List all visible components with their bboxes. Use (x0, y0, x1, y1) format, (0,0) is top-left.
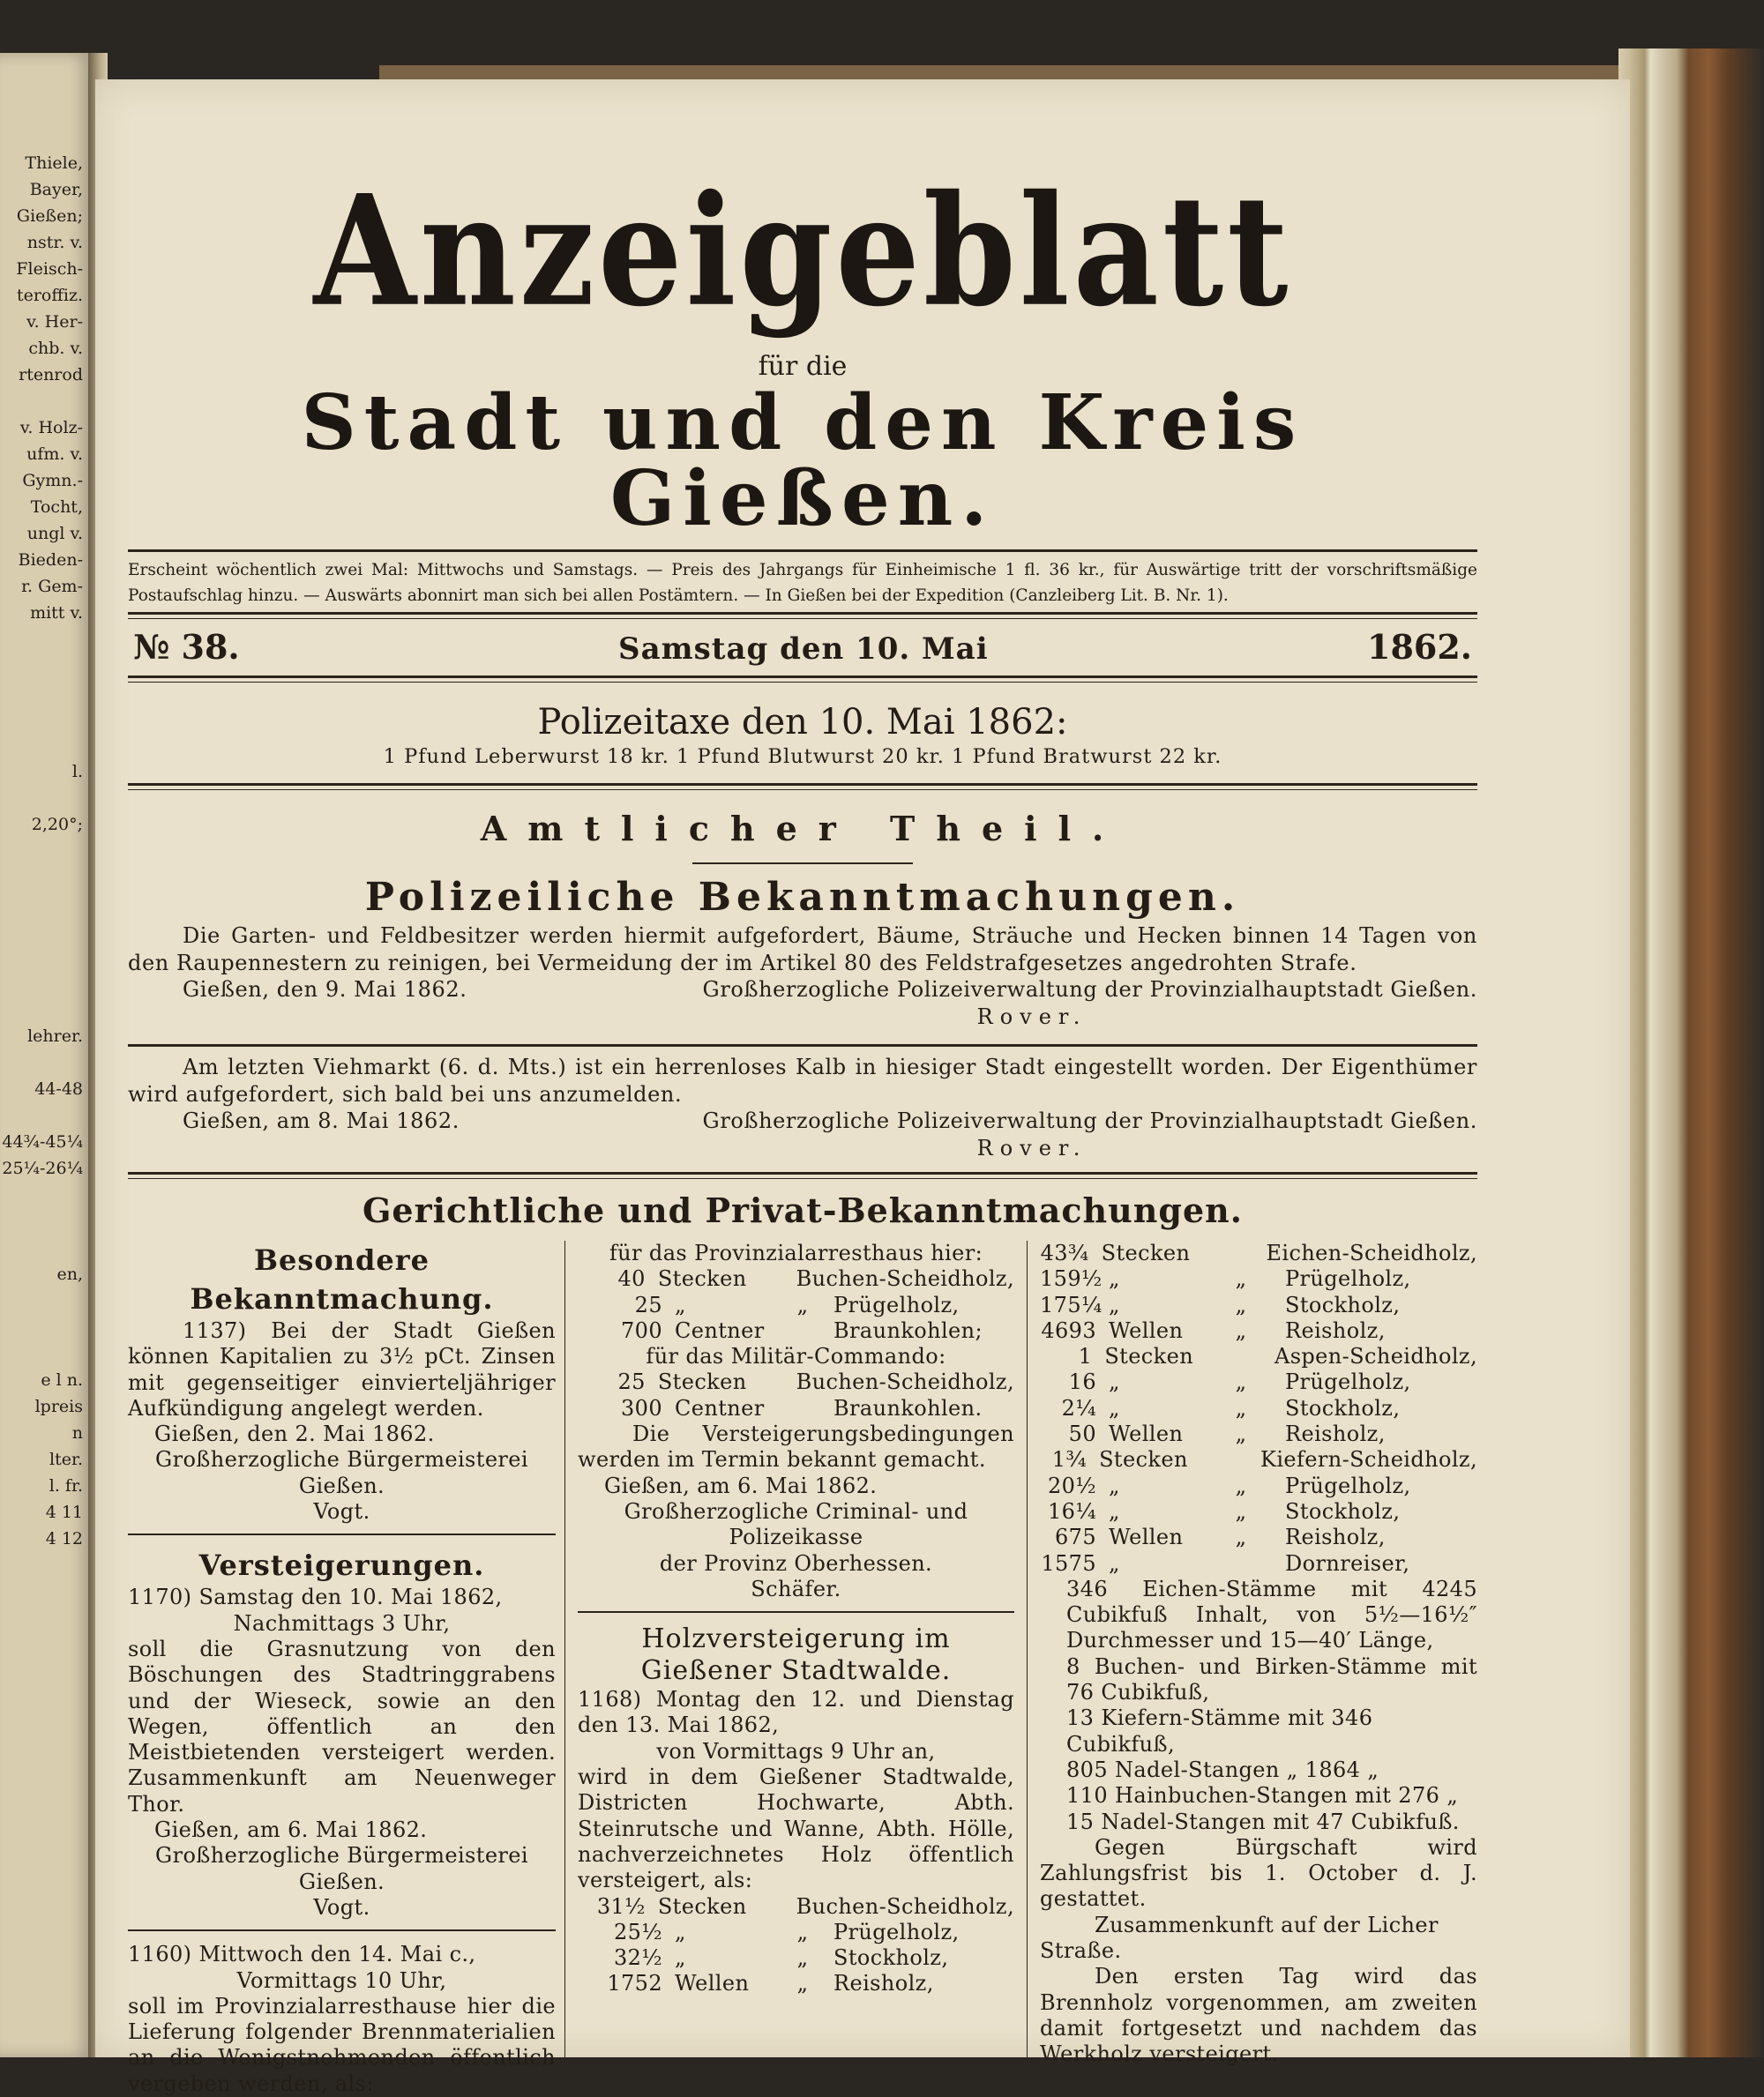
left-page-fragment: v. Holz- (19, 418, 83, 437)
recipient-line: für das Militär-Commando: (646, 1344, 946, 1369)
wood-lot-wood-type: Reisholz, (833, 1971, 934, 1996)
wood-lot-row (1040, 1344, 1477, 1369)
holz-list-continued (1040, 1241, 1477, 1577)
wood-lot-wood-type: Reisholz, (1285, 1317, 1386, 1343)
wood-lot-quantity: 2¼ (1061, 1395, 1096, 1421)
wood-lot-row (578, 1396, 1014, 1422)
eichen-staemme: 346 Eichen-Stämme mit 4245 Cubikfuß Inhalt, von 5½—16½″ Durchmesser und 15—40′ Länge, (1066, 1576, 1477, 1653)
wood-lot-ditto: „ (1235, 1498, 1247, 1524)
wood-lot-wood-type: Eichen-Scheidholz, (1266, 1241, 1477, 1265)
wood-lot-row (1040, 1293, 1477, 1318)
wood-lot-unit: Stecken (1099, 1447, 1188, 1473)
erster-tag-text: Den ersten Tag wird das Brennholz vorgenommen, am zweiten damit fortgesetzt und nachdem das Werkholz versteigert. (1040, 1964, 1477, 2067)
wood-lot-wood-type: Prügelholz, (1285, 1473, 1411, 1498)
wood-lot-quantity: 700 (620, 1317, 662, 1343)
wood-lot-row (1040, 1422, 1477, 1447)
wood-lot-quantity: 300 (620, 1395, 662, 1421)
holz-list (578, 1894, 1014, 1997)
left-page-fragment: e l n. (41, 1370, 83, 1390)
left-page-fragment: lter. (49, 1450, 83, 1469)
wood-lot-wood-type: Stockholz, (1285, 1292, 1401, 1317)
left-page-fragment (0, 1235, 83, 1261)
left-page-fragment: n (71, 1423, 83, 1443)
wood-lot-quantity: 159½ (1040, 1266, 1102, 1292)
wood-lot-unit: „ (1109, 1266, 1120, 1292)
wood-lot-ditto: „ (1235, 1395, 1247, 1421)
wood-lot-quantity: 20½ (1047, 1473, 1096, 1498)
wood-lot-ditto (772, 1396, 833, 1422)
conditions-text: Die Versteigerungsbedingungen werden im Termin bekannt gemacht. (578, 1422, 1014, 1473)
wood-lot-quantity: 1575 (1041, 1550, 1096, 1576)
wood-lot-unit: „ (1109, 1550, 1120, 1576)
buchen-staemme: 8 Buchen- und Birken-Stämme mit 76 Cubikfuß, (1066, 1653, 1477, 1705)
wood-lot-unit: Wellen (1109, 1317, 1184, 1343)
wood-lot-unit: „ (675, 1919, 686, 1944)
wood-lot-row (1040, 1266, 1477, 1292)
three-columns (128, 1241, 1477, 2097)
col1-separator-1 (128, 1534, 556, 1535)
v2-head: 1160) Mittwoch den 14. Mai c., (128, 1942, 476, 1967)
left-page-fragment: Gymn.- (22, 471, 83, 490)
notice-kalb-text: Am letzten Viehmarkt (6. d. Mts.) ist ein herrenloses Kalb in hiesiger Stadt eingestellt worden. Der Eigenthümer wird aufgefordert, sich bald bei uns anzumelden. (128, 1055, 1477, 1107)
v1-text: soll die Grasnutzung von den Böschungen des Stadtringgrabens und der Wieseck, sowie an den Wegen, öffentlich an den Meistbietenden versteigert werden. Zusammenkunft am Neuenweger Thor. (128, 1636, 556, 1817)
v1-time: Nachmittags 3 Uhr, (233, 1610, 451, 1636)
v2-time: Vormittags 10 Uhr, (236, 1967, 447, 1993)
issue-date: Samstag den 10. Mai (618, 631, 989, 667)
wood-lot-wood-type: Aspen-Scheidholz, (1274, 1344, 1477, 1369)
wood-lot-unit: Stecken (657, 1893, 747, 1919)
wood-lot-row (1040, 1318, 1477, 1344)
notice-raupen-authority: Großherzogliche Polizeiverwaltung der Provinzialhauptstadt Gießen. (702, 977, 1477, 1002)
left-page-fragment: Tocht, (30, 497, 83, 517)
wood-lot-row (578, 1369, 1014, 1395)
wood-lot-ditto (747, 1266, 796, 1292)
left-page-fragment: lehrer. (27, 1026, 83, 1046)
left-page-fragment (0, 838, 83, 864)
left-page-fragment: Gießen; (16, 206, 83, 226)
wood-lot-wood-type: Prügelholz, (833, 1292, 960, 1317)
left-page-fragment: 2,20°; (31, 815, 83, 834)
column-2 (564, 1241, 1028, 2097)
wood-lot-row (578, 1971, 1014, 1996)
wood-lot-wood-type: Prügelholz, (1285, 1369, 1411, 1395)
v1-place: Gießen, am 6. Mai 1862. (154, 1817, 428, 1843)
wood-lot-quantity: 1¾ (1051, 1447, 1088, 1473)
wood-lot-ditto: „ (796, 1945, 809, 1971)
v1-name: Vogt. (313, 1894, 370, 1920)
wood-lot-ditto: „ (1235, 1292, 1247, 1317)
left-page-fragment: l. (71, 762, 83, 781)
wood-lot-ditto: „ (1235, 1422, 1247, 1447)
nadel-stangen-1: 805 Nadel-Stangen „ 1864 „ (1066, 1757, 1379, 1782)
notice-separator (128, 1044, 1477, 1047)
left-page-fragment (0, 1049, 83, 1076)
wood-lot-wood-type: Stockholz, (1285, 1395, 1401, 1421)
wood-lot-ditto: „ (1235, 1266, 1247, 1292)
masthead-fuer-die: für die (758, 351, 848, 382)
left-page-text-fragments (0, 150, 88, 1552)
publication-info: Erscheint wöchentlich zwei Mal: Mittwochs und Samstags. — Preis des Jahrgangs für Einheimische 1 fl. 36 kr., für Auswärtige tritt der vorschriftsmäßige Postaufschlag hinzu. — Auswärts abonnirt man sich bei allen Postämtern. — In Gießen bei der Expedition (Canzleiberg Lit. B. Nr. 1). (128, 561, 1477, 605)
wood-lot-unit: Centner (675, 1317, 765, 1343)
wood-lot-ditto: „ (796, 1971, 809, 1996)
left-page-fragment: Thiele, (25, 153, 83, 173)
zusammenkunft-text: Zusammenkunft auf der Licher Straße. (1040, 1912, 1439, 1964)
wood-lot-ditto: „ (796, 1919, 809, 1944)
wood-lot-row (1040, 1499, 1477, 1525)
left-page-fragment: v. Her- (26, 312, 83, 332)
kasse-authority-1: Großherzogliche Criminal- und Polizeikasse (624, 1498, 968, 1550)
wood-lot-ditto (772, 1318, 833, 1344)
short-divider (692, 862, 913, 864)
wood-lot-unit: Stecken (1101, 1241, 1191, 1265)
left-page-fragment: Fleisch- (16, 259, 83, 279)
wood-lot-wood-type: Braunkohlen; (833, 1317, 983, 1343)
col1-separator-2 (128, 1929, 556, 1931)
left-page-fragment (0, 944, 83, 970)
wood-lot-quantity: 4693 (1041, 1317, 1096, 1343)
notice-kalb-name: Rover. (976, 1135, 1088, 1160)
left-page-fragment (0, 653, 83, 679)
left-page-fragment: 4 12 (45, 1529, 83, 1548)
masthead (128, 161, 1477, 543)
wood-lot-unit: Wellen (675, 1971, 750, 1996)
wood-lot-ditto (1190, 1241, 1267, 1266)
left-page-fragment: Bayer, (29, 180, 83, 199)
wood-lot-ditto: „ (1235, 1317, 1247, 1343)
wood-lot-wood-type: Kiefern-Scheidholz, (1260, 1447, 1477, 1473)
left-page-fragment: r. Gem- (21, 577, 83, 596)
wood-lot-row (578, 1293, 1014, 1318)
page-content (128, 79, 1477, 2097)
masthead-subtitle: Stadt und den Kreis Gießen. (301, 378, 1304, 543)
wood-lot-row (1040, 1474, 1477, 1499)
notice-kalb-authority: Großherzogliche Polizeiverwaltung der Provinzialhauptstadt Gießen. (702, 1108, 1477, 1133)
wood-lot-quantity: 16 (1068, 1369, 1096, 1395)
wood-lot-unit: „ (675, 1945, 686, 1971)
issue-year: 1862. (1367, 627, 1472, 667)
wood-lot-wood-type: Buchen-Scheidholz, (796, 1369, 1014, 1395)
issue-rule-bottom (128, 675, 1477, 683)
left-page-fragment: l. fr. (49, 1476, 83, 1496)
holz-time: von Vormittags 9 Uhr an, (656, 1738, 936, 1764)
wood-lot-wood-type: Prügelholz, (833, 1919, 960, 1944)
wood-lot-quantity: 16¼ (1047, 1498, 1096, 1524)
notice-raupen-place: Gießen, den 9. Mai 1862. (183, 977, 467, 1002)
wood-lot-wood-type: Buchen-Scheidholz, (796, 1893, 1014, 1919)
wood-lot-row (578, 1266, 1014, 1292)
wood-lot-wood-type: Dornreiser, (1285, 1550, 1410, 1576)
besondere-place: Gießen, den 2. Mai 1862. (154, 1422, 435, 1447)
wood-lot-quantity: 675 (1054, 1525, 1096, 1550)
left-page-fragment: ungl v. (26, 524, 83, 543)
hainbuchen-stangen: 110 Hainbuchen-Stangen mit 276 „ (1066, 1783, 1459, 1809)
wood-lot-row (1040, 1525, 1477, 1550)
wood-lot-row (1040, 1369, 1477, 1395)
left-page-fragment: 44-48 (34, 1079, 83, 1099)
amtlicher-theil-heading: Amtlicher Theil. (480, 809, 1125, 848)
issue-number: № 38. (133, 627, 240, 667)
left-page-fragment (0, 626, 83, 653)
wood-lot-row (1040, 1396, 1477, 1422)
issue-line (128, 619, 1477, 672)
wood-lot-ditto: „ (1235, 1525, 1247, 1550)
wood-lot-unit: Centner (675, 1395, 765, 1421)
v2-text: soll im Provinzialarresthause hier die Lieferung folgender Brennmaterialien an die Wenigstnehmenden öffentlich vergeben werden, als: (128, 1993, 556, 2096)
wood-lot-row (578, 1318, 1014, 1344)
wood-lot-unit: „ (1109, 1292, 1120, 1317)
wood-lot-unit: Stecken (657, 1369, 747, 1395)
wood-lot-quantity: 25 (634, 1292, 662, 1317)
holz-heading: Holzversteigerung im Gießener Stadtwalde. (640, 1623, 952, 1687)
left-page-fragment: rtenrod (19, 365, 83, 384)
left-page-fragment: 44¾-45¼ (2, 1132, 83, 1152)
wood-lot-unit: Wellen (1109, 1525, 1184, 1550)
wood-lot-unit: „ (1109, 1473, 1120, 1498)
wood-lot-ditto: „ (796, 1292, 809, 1317)
wood-lot-quantity: 43¾ (1040, 1241, 1089, 1265)
left-page-fragment (0, 785, 83, 811)
wood-lot-quantity: 40 (617, 1266, 646, 1292)
column-3 (1028, 1241, 1477, 2097)
left-page-fragment: 4 11 (45, 1503, 83, 1522)
wood-lot-wood-type: Braunkohlen. (833, 1395, 983, 1421)
wood-lot-unit: „ (1109, 1395, 1120, 1421)
left-page-fragment: Bieden- (18, 550, 83, 570)
wood-lot-quantity: 25½ (613, 1919, 662, 1944)
wood-lot-quantity: 31½ (596, 1893, 646, 1919)
wood-lot-row (578, 1945, 1014, 1971)
left-page-fragment: ufm. v. (26, 444, 83, 464)
left-page-fragment (0, 1102, 83, 1129)
wood-lot-wood-type: Stockholz, (1285, 1498, 1401, 1524)
wood-lot-unit: „ (1109, 1498, 1120, 1524)
wood-lot-wood-type: Reisholz, (1285, 1422, 1386, 1447)
nadel-stangen-2: 15 Nadel-Stangen mit 47 Cubikfuß. (1066, 1809, 1460, 1834)
left-page-fragment: lpreis (34, 1397, 83, 1416)
left-page-fragment (0, 891, 83, 917)
section-rule-2 (128, 1172, 1477, 1179)
left-page-fragment (0, 388, 83, 414)
wood-lot-unit: „ (1109, 1369, 1120, 1395)
left-page-fragment: teroffiz. (16, 286, 83, 305)
besondere-heading: Besondere Bekanntmachung. (190, 1243, 494, 1316)
kasse-place: Gießen, am 6. Mai 1862. (604, 1473, 878, 1498)
buergschaft-text: Gegen Bürgschaft wird Zahlungsfrist bis 1. October d. J. gestattet. (1040, 1834, 1477, 1912)
left-page-fragment: nstr. v. (26, 233, 83, 252)
kasse-authority-2: der Provinz Oberhessen. (659, 1550, 933, 1576)
left-page-fragment (0, 732, 83, 758)
besondere-authority: Großherzogliche Bürgermeisterei Gießen. (155, 1447, 528, 1498)
gerichtliche-heading: Gerichtliche und Privat-Bekanntmachungen. (362, 1190, 1244, 1230)
left-page-fragment (0, 1182, 83, 1208)
left-page-fragment (0, 917, 83, 944)
polizeitaxe-title: Polizeitaxe den 10. Mai 1862: (537, 702, 1068, 743)
arresthaus-list (578, 1241, 1014, 1422)
left-page-fragment (0, 864, 83, 891)
section-rule (128, 783, 1477, 790)
left-page-fragment (0, 705, 83, 732)
left-facing-page (0, 53, 95, 2057)
v1-authority: Großherzogliche Bürgermeisterei Gießen. (155, 1843, 528, 1894)
wood-lot-ditto: „ (1235, 1473, 1247, 1498)
wood-lot-unit: Stecken (1104, 1344, 1194, 1369)
wood-lot-quantity: 50 (1068, 1422, 1096, 1447)
left-page-fragment (0, 1287, 83, 1314)
wood-lot-quantity: 1 (1078, 1344, 1093, 1369)
wood-lot-unit: „ (675, 1292, 686, 1317)
recipient-line: für das Provinzialarresthaus hier: (609, 1241, 983, 1265)
wood-lot-row (578, 1920, 1014, 1945)
left-page-fragment (0, 996, 83, 1023)
wood-lot-ditto (747, 1369, 796, 1395)
notice-raupen-name: Rover. (976, 1004, 1088, 1029)
wood-lot-row (1040, 1551, 1477, 1577)
besondere-name: Vogt. (313, 1499, 370, 1525)
kasse-name: Schäfer. (751, 1576, 841, 1601)
polizeiliche-heading: Polizeiliche Bekanntmachungen. (364, 875, 1241, 920)
notice-kalb-place: Gießen, am 8. Mai 1862. (183, 1108, 460, 1133)
left-page-fragment: 25¼-26¼ (2, 1159, 83, 1178)
wood-lot-ditto: „ (1235, 1369, 1247, 1395)
column-1 (128, 1241, 564, 2097)
wood-lot-row (578, 1894, 1014, 1920)
versteigerungen-heading: Versteigerungen. (198, 1548, 485, 1583)
left-page-fragment (0, 1208, 83, 1235)
wood-lot-ditto (747, 1894, 796, 1920)
left-page-fragment (0, 679, 83, 705)
left-page-fragment (0, 970, 83, 996)
notice-raupen-signature (128, 976, 1477, 1004)
masthead-title: Anzeigeblatt (313, 161, 1292, 341)
col2-separator (578, 1611, 1014, 1613)
wood-lot-ditto (1197, 1551, 1285, 1577)
wood-lot-quantity: 32½ (613, 1945, 662, 1971)
left-page-fragment: chb. v. (28, 339, 83, 358)
wood-lot-row (1040, 1241, 1477, 1266)
notice-raupen-text: Die Garten- und Feldbesitzer werden hiermit aufgefordert, Bäume, Sträuche und Hecken binnen 14 Tagen von den Raupennestern zu reinigen, bei Vermeidung der im Artikel 80 des Feldstrafgesetzes angedrohten Strafe. (128, 923, 1477, 975)
besondere-text: 1137) Bei der Stadt Gießen können Kapitalien zu 3½ pCt. Zinsen mit gegenseitiger einvierteljähriger Aufkündigung angelegt werden. (128, 1318, 556, 1421)
wood-lot-wood-type: Prügelholz, (1285, 1266, 1411, 1292)
left-page-fragment: en, (56, 1265, 83, 1284)
wood-lot-unit: Wellen (1109, 1422, 1184, 1447)
v1-head: 1170) Samstag den 10. Mai 1862, (128, 1585, 503, 1610)
wood-lot-quantity: 1752 (607, 1971, 662, 1996)
polizeitaxe-prices: 1 Pfund Leberwurst 18 kr. 1 Pfund Blutwurst 20 kr. 1 Pfund Bratwurst 22 kr. (383, 745, 1222, 768)
wood-lot-quantity: 25 (617, 1369, 646, 1395)
left-page-fragment (0, 1340, 83, 1367)
holz-text: wird in dem Gießener Stadtwalde, Districten Hochwarte, Abth. Steinrutsche und Wanne, Abth. Hölle, nachverzeichnetes Holz öffentlich versteigert, als: (578, 1765, 1014, 1893)
wood-lot-ditto (1192, 1344, 1274, 1369)
left-page-fragment (0, 1314, 83, 1340)
notice-kalb-signature (128, 1108, 1477, 1135)
newspaper-page (95, 79, 1630, 2096)
holz-head: 1168) Montag den 12. und Dienstag den 13. Mai 1862, (578, 1687, 1014, 1738)
wood-lot-quantity: 175¼ (1040, 1292, 1102, 1317)
book-binding-edge (1618, 49, 1764, 2057)
wood-lot-ditto (1187, 1447, 1260, 1473)
wood-lot-unit: Stecken (657, 1266, 747, 1292)
issue-rule-top (128, 612, 1477, 619)
kiefern-staemme: 13 Kiefern-Stämme mit 346 Cubikfuß, (1066, 1705, 1373, 1757)
wood-lot-wood-type: Buchen-Scheidholz, (796, 1266, 1014, 1292)
wood-lot-wood-type: Stockholz, (833, 1945, 949, 1971)
wood-lot-wood-type: Reisholz, (1285, 1525, 1386, 1550)
wood-lot-row (1040, 1447, 1477, 1473)
left-page-fragment: mitt v. (30, 603, 83, 623)
